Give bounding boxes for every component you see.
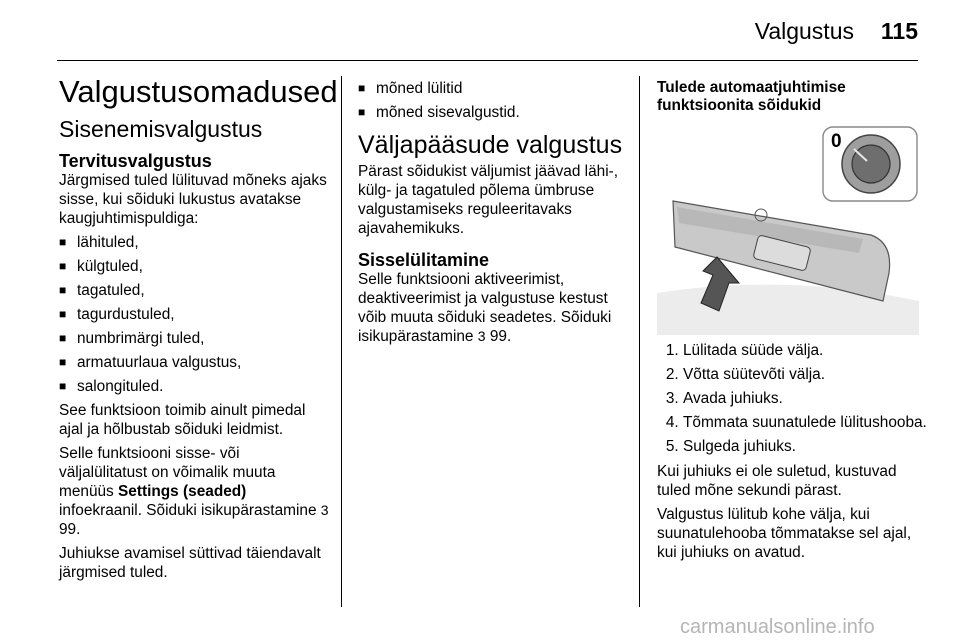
page-ref-icon: 3 xyxy=(320,502,329,518)
list-item: 4. Tõmmata suunatulede lülitushooba. xyxy=(683,413,927,432)
column-divider-1 xyxy=(341,76,342,607)
paragraph: Pärast sõidukist väljumist jäävad lähi-, külg- ja tagatuled põlema ümbruse valgustamiseks reguleeritavaks ajavahemikuks. xyxy=(358,163,619,237)
list-item: 2. Võtta süütevõti välja. xyxy=(683,365,927,384)
page-header xyxy=(0,0,960,62)
list-item: ■ lähituled, xyxy=(59,233,329,252)
list-item: ■ tagatuled, xyxy=(59,281,329,300)
list-item: 3. Avada juhiuks. xyxy=(683,389,927,408)
paragraph: See funktsioon toimib ainult pimedal ajal ja hõlbustab sõiduki leidmist. xyxy=(59,402,306,438)
paragraph: Valgustus lülitub kohe välja, kui suunatulehooba tõmmatakse sel ajal, kui juhiuks on avatud. xyxy=(657,506,912,561)
paragraph: Selle funktsiooni aktiveerimist, deaktiveerimist ja valgustuse kestust võib muuta sõiduki seadetes. Sõiduki isikupärastamine 3 99. xyxy=(358,271,612,345)
list-item: ■ tagurdustuled, xyxy=(59,305,329,324)
subsection-heading: Tulede automaatjuhtimise funktsioonita sõidukid xyxy=(657,79,846,114)
settings-paragraph: Selle funktsiooni sisse- või väljalülitatust on võimalik muuta menüüs Settings (seaded) infoekraanil. Sõiduki isikupärastamine 3 99. xyxy=(59,445,329,538)
page-number: 115 xyxy=(880,18,918,44)
intro-paragraph: Järgmised tuled lülituvad mõneks ajaks sisse, kui sõiduki lukustus avatakse kaugjuhtimispuldiga: xyxy=(59,172,327,227)
list-item: ■ mõned sisevalgustid. xyxy=(358,103,628,122)
section-title: Valgustus xyxy=(754,18,854,44)
extra-lights-list xyxy=(358,79,628,122)
watermark: carmanualsonline.info xyxy=(680,616,875,638)
column-3 xyxy=(657,70,927,567)
chapter-heading: Valgustusomadused xyxy=(59,74,338,109)
subsection-heading: Sisselülitamine xyxy=(358,250,490,270)
column-divider-2 xyxy=(639,76,640,607)
lights-list xyxy=(59,233,329,396)
paragraph: Kui juhiuks ei ole suletud, kustuvad tuled mõne sekundi pärast. xyxy=(657,463,897,499)
header-rule xyxy=(57,60,918,61)
page-ref-icon: 3 xyxy=(477,328,486,344)
column-1 xyxy=(59,70,338,587)
list-item: ■ numbrimärgi tuled, xyxy=(59,329,329,348)
paragraph: Juhiukse avamisel süttivad täiendavalt järgmised tuled. xyxy=(59,545,321,581)
list-item: ■ külgtuled, xyxy=(59,257,329,276)
column-2 xyxy=(358,70,628,351)
steps-list xyxy=(657,341,927,456)
list-item: ■ mõned lülitid xyxy=(358,79,628,98)
ignition-position-label: 0 xyxy=(831,131,842,152)
section-heading: Sisenemisvalgustus xyxy=(59,116,263,142)
section-heading: Väljapääsude valgustus xyxy=(358,131,623,159)
list-item: 1. Lülitada süüde välja. xyxy=(683,341,927,360)
list-item: 5. Sulgeda juhiuks. xyxy=(683,437,927,456)
subsection-heading: Tervitusvalgustus xyxy=(59,151,212,171)
settings-menu-name: Settings (seaded) xyxy=(118,483,247,500)
list-item: ■ salongituled. xyxy=(59,377,329,396)
list-item: ■ armatuurlaua valgustus, xyxy=(59,353,329,372)
turn-signal-lever-illustration xyxy=(657,123,919,335)
